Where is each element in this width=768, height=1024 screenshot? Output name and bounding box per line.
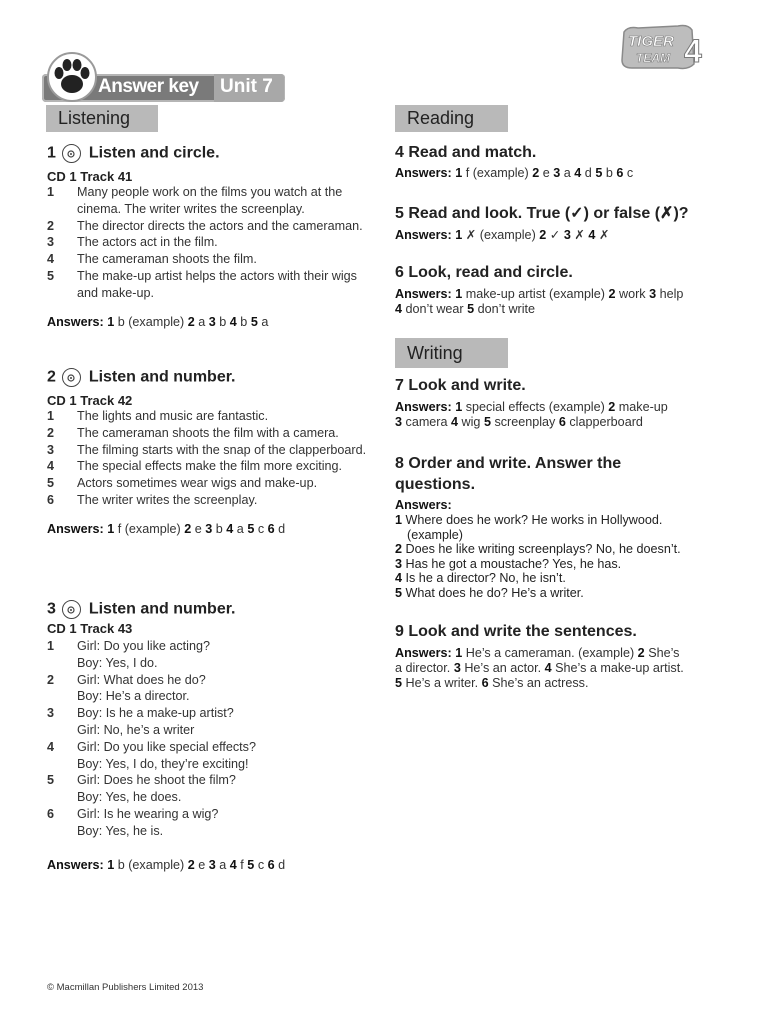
answer-number: 4	[451, 415, 459, 429]
item-number: 5	[47, 476, 55, 491]
copyright-notice: © Macmillan Publishers Limited 2013	[47, 982, 204, 993]
answer-number: 1	[107, 521, 115, 536]
answer-number: 1	[455, 400, 463, 414]
answer-number: 5	[395, 676, 403, 690]
answer-number: 3	[453, 661, 461, 675]
section-tab-reading: Reading	[395, 105, 508, 132]
answer-value: ✗	[598, 228, 610, 242]
answers-label: Answers:	[395, 498, 452, 512]
answer-number: 3	[208, 314, 216, 329]
section-tab-listening: Listening	[46, 105, 158, 132]
answers-line: Answers: 1 b (example) 2 e 3 a 4 f 5 c 6 d	[47, 857, 286, 872]
answer-number: 3	[205, 521, 213, 536]
answer-value: Does he like writing screenplays? No, he doesn’t.	[405, 542, 681, 557]
dialogue-item	[47, 672, 377, 706]
answer-value: work	[619, 287, 646, 301]
answer-number: 1	[455, 287, 463, 301]
paw-icon	[46, 52, 98, 102]
exercise-1-title: 1 Listen and circle.	[47, 144, 220, 162]
answer-value: special effects (example)	[465, 400, 605, 414]
answer-number: 1	[455, 646, 463, 660]
answers-line: Answers: 1 make-up artist (example) 2 work 3 help 4 don’t wear 5 don’t write	[395, 287, 684, 316]
answers-list	[395, 513, 735, 601]
answer-number: 5	[250, 314, 258, 329]
item-number: 3	[47, 706, 55, 721]
answer-number: 5	[247, 521, 255, 536]
answer-value: wig	[461, 415, 481, 429]
transcript-item	[47, 442, 377, 459]
answer-item	[395, 528, 735, 543]
exercise-2-title: 2 Listen and number.	[47, 368, 236, 386]
answer-number: 1	[107, 857, 115, 872]
answer-value: He’s an actor.	[464, 661, 542, 675]
dialogue-line: Boy: Is he a make-up artist?	[77, 706, 234, 721]
dialogue-item	[47, 806, 377, 840]
svg-text:TIGER: TIGER	[628, 33, 674, 50]
answer-number: 2	[395, 542, 403, 557]
answer-value: c	[626, 166, 634, 180]
dialogue-line: Girl: Does he shoot the film?	[77, 773, 236, 788]
check-icon: ✓	[570, 205, 584, 222]
answer-value: c	[257, 857, 265, 872]
answer-number: 3	[395, 415, 403, 429]
answers-line: Answers: 1 ✗ (example) 2 ✓ 3 ✗ 4 ✗	[395, 228, 610, 242]
dialogue-item	[47, 638, 377, 672]
answer-value: don’t wear	[405, 302, 464, 316]
item-text: The actors act in the film.	[77, 235, 218, 250]
transcript-item	[47, 184, 377, 218]
answer-value: e	[194, 521, 202, 536]
answer-number: 4	[588, 228, 596, 242]
exercise-4-title: 4 Read and match.	[395, 144, 537, 161]
answer-value: b	[215, 521, 223, 536]
answer-value: b	[219, 314, 227, 329]
exercise-5-title: 5 Read and look. True (✓) or false (✗)?	[395, 205, 689, 222]
answer-value: d	[584, 166, 592, 180]
exercise-6	[395, 264, 735, 317]
dialogue-line: Girl: What does he do?	[77, 672, 206, 687]
answer-number: 2	[539, 228, 547, 242]
cd-icon	[62, 144, 81, 163]
answer-number: 1	[455, 228, 463, 242]
answer-number: 4	[226, 521, 234, 536]
cross-icon: ✗	[660, 205, 674, 222]
item-number: 2	[47, 425, 55, 440]
item-text: The cameraman shoots the film.	[77, 252, 257, 267]
svg-text:4: 4	[684, 33, 702, 69]
exercise-3	[47, 600, 377, 873]
answer-value: He’s a writer.	[405, 676, 479, 690]
answer-value: e	[198, 857, 206, 872]
exercise-3-title: 3 Listen and number.	[47, 600, 236, 618]
item-number: 4	[47, 252, 55, 267]
answer-value: f (example)	[465, 166, 529, 180]
answer-number: 1	[395, 513, 403, 527]
answer-value: She’s an actress.	[492, 676, 589, 690]
item-text: Many people work on the films you watch at the cinema. The writer writes the screenplay.	[77, 185, 343, 216]
answer-value: make-up	[618, 400, 668, 414]
item-text: The writer writes the screenplay.	[77, 492, 258, 507]
item-number: 6	[47, 492, 55, 507]
transcript-item	[47, 218, 377, 235]
answer-value: ✗	[574, 228, 585, 242]
cd-icon	[62, 368, 81, 387]
tiger-team-logo	[618, 24, 710, 70]
transcript-item	[47, 458, 377, 475]
answer-value: (example)	[407, 527, 463, 542]
answer-value: a	[563, 166, 571, 180]
answer-item	[395, 513, 735, 528]
item-text: The cameraman shoots the film with a camera.	[77, 425, 339, 440]
transcript-item	[47, 251, 377, 268]
item-number: 4	[47, 739, 55, 754]
answer-number: 4	[395, 571, 403, 586]
answer-value: clapperboard	[569, 415, 643, 429]
item-number: 6	[47, 806, 55, 821]
answer-number: 4	[544, 661, 552, 675]
answer-value: a	[198, 314, 206, 329]
answer-number: 5	[595, 166, 603, 180]
dialogue-line: Boy: He’s a director.	[77, 689, 190, 704]
answer-item	[395, 586, 735, 601]
item-number: 4	[47, 459, 55, 474]
exercise-7-title: 7 Look and write.	[395, 377, 526, 394]
dialogue-line: Boy: Yes, he does.	[77, 790, 182, 805]
dialogue-line: Girl: Do you like special effects?	[77, 739, 256, 754]
dialogue-line: Boy: Yes, I do.	[77, 655, 158, 670]
exercise-1	[47, 144, 377, 330]
answer-number: 1	[107, 314, 115, 329]
answer-number: 2	[187, 857, 195, 872]
answer-value: ✗ (example)	[465, 228, 536, 242]
item-number: 2	[47, 218, 55, 233]
track-label: CD 1 Track 41	[47, 169, 133, 184]
answer-number: 3	[563, 228, 571, 242]
exercise-6-title: 6 Look, read and circle.	[395, 264, 573, 281]
answer-value: b (example)	[117, 314, 185, 329]
answer-value: don’t write	[477, 302, 536, 316]
answer-value: b (example)	[117, 857, 185, 872]
item-text: The filming starts with the snap of the clapperboard.	[77, 442, 367, 457]
exercise-4	[395, 144, 735, 181]
answers-line: Answers: 1 f (example) 2 e 3 a 4 d 5 b 6 c	[395, 166, 634, 180]
answer-value: b	[240, 314, 248, 329]
answer-value: Where does he work? He works in Hollywood.	[405, 513, 663, 527]
exercise-2	[47, 368, 377, 537]
answer-number: 2	[532, 166, 540, 180]
answers-line: Answers: 1 b (example) 2 a 3 b 4 b 5 a	[47, 314, 269, 329]
dialogue-item	[47, 739, 377, 773]
exercise-5	[395, 203, 735, 243]
item-number: 3	[47, 442, 55, 457]
exercise-8-title: 8 Order and write. Answer the questions.	[395, 455, 622, 493]
answer-number: 4	[395, 302, 403, 316]
answer-number: 6	[616, 166, 624, 180]
answer-number: 4	[229, 857, 237, 872]
answer-value: help	[659, 287, 684, 301]
answers-line: Answers: 1 special effects (example) 2 make-up 3 camera 4 wig 5 screenplay 6 clapperboard	[395, 400, 668, 429]
answer-number: 6	[558, 415, 566, 429]
track-label: CD 1 Track 42	[47, 393, 133, 408]
answer-value: He’s a cameraman. (example)	[465, 646, 635, 660]
item-number: 5	[47, 268, 55, 283]
exercise-7	[395, 377, 735, 430]
dialogue-line: Girl: Do you like acting?	[77, 639, 210, 653]
dialogue-line: Girl: No, he’s a writer	[77, 722, 195, 737]
answer-number: 5	[247, 857, 255, 872]
answer-number: 2	[637, 646, 645, 660]
answer-value: She’s	[648, 646, 680, 660]
item-text: The special effects make the film more exciting.	[77, 459, 343, 474]
answer-value: ✓	[549, 228, 561, 242]
answer-number: 6	[481, 676, 489, 690]
item-text: The director directs the actors and the cameraman.	[77, 218, 363, 233]
answer-number: 2	[184, 521, 192, 536]
dialogue-line: Boy: Yes, he is.	[77, 823, 164, 838]
answer-item	[395, 557, 735, 572]
answer-value: Has he got a moustache? Yes, he has.	[405, 556, 622, 571]
dialogue-line: Boy: Yes, I do, they’re exciting!	[77, 756, 249, 771]
answer-value: b	[605, 166, 613, 180]
transcript-list	[47, 184, 377, 302]
item-number: 1	[47, 185, 55, 199]
answer-item	[395, 571, 735, 586]
transcript-item	[47, 408, 377, 425]
cd-icon	[62, 600, 81, 619]
answer-number: 5	[483, 415, 491, 429]
answer-number: 2	[608, 287, 616, 301]
answer-value: c	[257, 521, 265, 536]
answer-value: Is he a director? No, he isn’t.	[405, 571, 566, 586]
answer-number: 2	[608, 400, 616, 414]
answer-number: 5	[467, 302, 475, 316]
answer-number: 4	[229, 314, 237, 329]
answers-line: Answers: 1 f (example) 2 e 3 b 4 a 5 c 6 d	[47, 521, 286, 536]
answer-value: camera	[405, 415, 448, 429]
item-number: 3	[47, 235, 55, 250]
answer-number: 3	[395, 556, 403, 571]
answer-value: a	[219, 857, 227, 872]
answer-value: She’s a make-up artist.	[555, 661, 684, 675]
transcript-item	[47, 268, 377, 302]
answers-line: Answers: 1 He’s a cameraman. (example) 2 She’s a director. 3 He’s an actor. 4 She’s a make-up artist. 5 He’s a writer. 6 She’s an actress.	[395, 646, 684, 690]
item-text: Actors sometimes wear wigs and make-up.	[77, 476, 318, 491]
answer-number: 3	[649, 287, 657, 301]
transcript-list	[47, 408, 377, 509]
unit-label: Unit 7	[220, 76, 273, 97]
answer-value: What does he do? He’s a writer.	[405, 585, 584, 600]
dialogue-list	[47, 638, 377, 840]
transcript-item	[47, 425, 377, 442]
item-number: 1	[47, 639, 55, 653]
exercise-9	[395, 623, 735, 691]
answer-value: f (example)	[117, 521, 181, 536]
item-number: 5	[47, 773, 55, 788]
track-label: CD 1 Track 43	[47, 621, 133, 636]
section-tab-writing: Writing	[395, 338, 508, 368]
dialogue-item	[47, 705, 377, 739]
answer-number: 4	[574, 166, 582, 180]
svg-text:TEAM: TEAM	[636, 51, 670, 65]
answer-number: 1	[455, 166, 463, 180]
answer-value: screenplay	[494, 415, 556, 429]
answer-number: 3	[208, 857, 216, 872]
item-number: 1	[47, 409, 55, 423]
item-text: The make-up artist helps the actors with their wigs and make-up.	[77, 268, 357, 300]
answer-number: 6	[267, 857, 275, 872]
answer-value: d	[278, 521, 286, 536]
page-title: Answer key	[98, 76, 199, 97]
exercise-8	[395, 453, 735, 601]
answer-number: 3	[553, 166, 561, 180]
answer-item	[395, 542, 735, 557]
item-text: The lights and music are fantastic.	[77, 409, 269, 423]
answer-number: 2	[187, 314, 195, 329]
answer-number: 5	[395, 585, 403, 600]
transcript-item	[47, 492, 377, 509]
item-number: 2	[47, 672, 55, 687]
transcript-item	[47, 234, 377, 251]
dialogue-item	[47, 772, 377, 806]
dialogue-line: Girl: Is he wearing a wig?	[77, 806, 219, 821]
answer-value: e	[542, 166, 550, 180]
transcript-item	[47, 475, 377, 492]
answer-value: a	[261, 314, 269, 329]
exercise-9-title: 9 Look and write the sentences.	[395, 623, 637, 640]
answer-number: 6	[267, 521, 275, 536]
answer-value: f	[240, 857, 244, 872]
answer-value: d	[278, 857, 286, 872]
answer-value: a	[236, 521, 244, 536]
answer-value: make-up artist (example)	[465, 287, 605, 301]
